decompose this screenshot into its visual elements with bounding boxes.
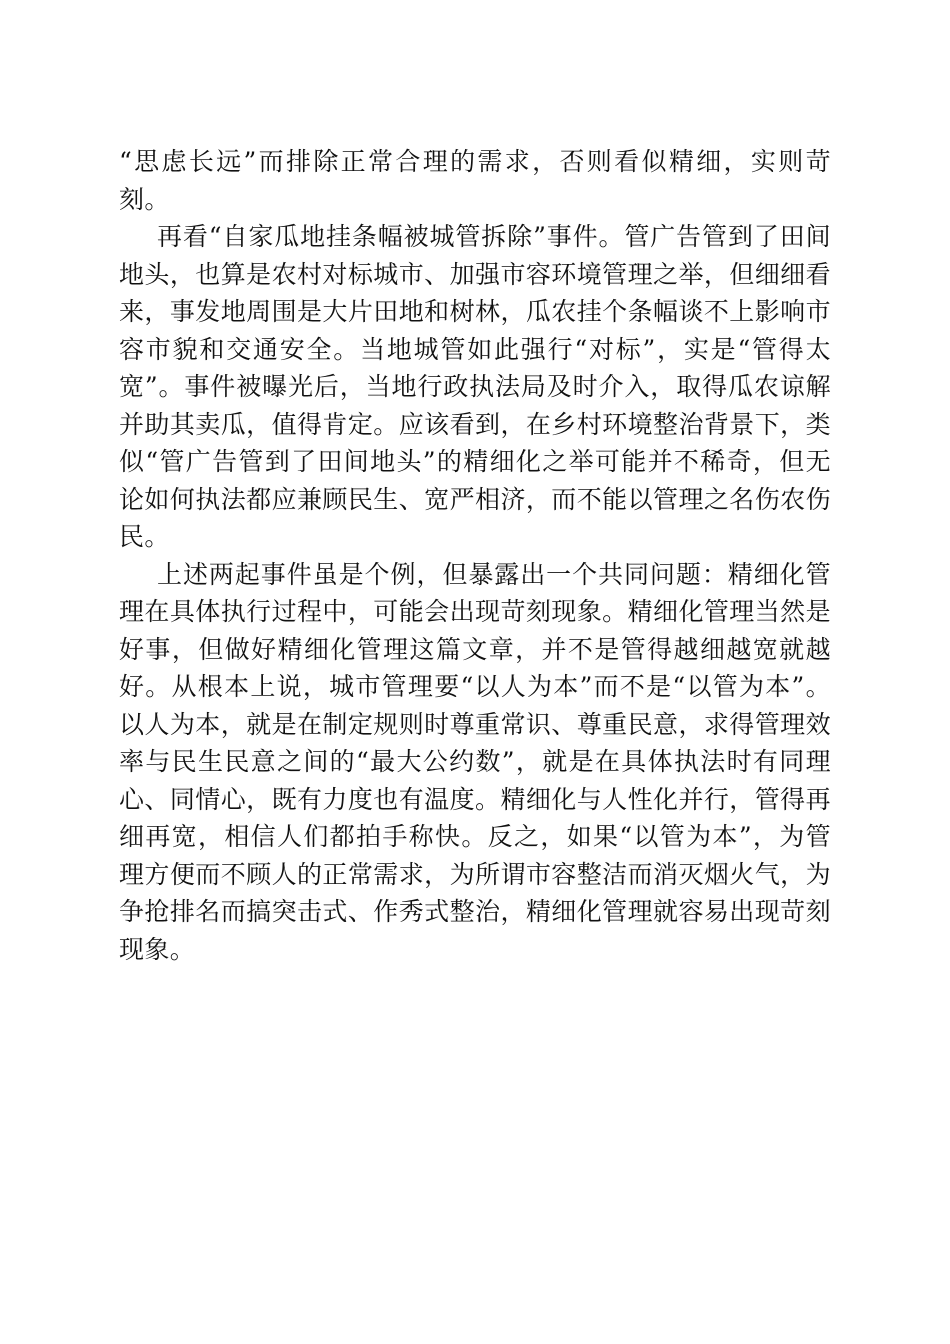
paragraph-continuation: “思虑长远”而排除正常合理的需求，否则看似精细，实则苛刻。 (119, 147, 831, 214)
paragraph-melon-banner-incident: 再看“自家瓜地挂条幅被城管拆除”事件。管广告管到了田间地头，也算是农村对标城市、加强市容环境管理之举，但细细看来，事发地周围是大片田地和树林，瓜农挂个条幅谈不上影响市容市貌和交通安全。当地城管如此强行“对标”，实是“管得太宽”。事件被曝光后，当地行政执法局及时介入，取得瓜农谅解并助其卖瓜，值得肯定。应该看到，在乡村环境整治背景下，类似“管广告管到了田间地头”的精细化之举可能并不稀奇，但无论如何执法都应兼顾民生、宽严相济，而不能以管理之名伤农伤民。 (119, 222, 831, 551)
paragraph-common-problem: 上述两起事件虽是个例，但暴露出一个共同问题：精细化管理在具体执行过程中，可能会出现苛刻现象。精细化管理当然是好事，但做好精细化管理这篇文章，并不是管得越细越宽就越好。从根本上说，城市管理要“以人为本”而不是“以管为本”。以人为本，就是在制定规则时尊重常识、尊重民意，求得管理效率与民生民意之间的“最大公约数”，就是在具体执法时有同理心、同情心，既有力度也有温度。精细化与人性化并行，管得再细再宽，相信人们都拍手称快。反之，如果“以管为本”，为管理方便而不顾人的正常需求，为所谓市容整洁而消灭烟火气，为争抢排名而搞突击式、作秀式整治，精细化管理就容易出现苛刻现象。 (119, 559, 831, 964)
article-body (119, 143, 831, 968)
